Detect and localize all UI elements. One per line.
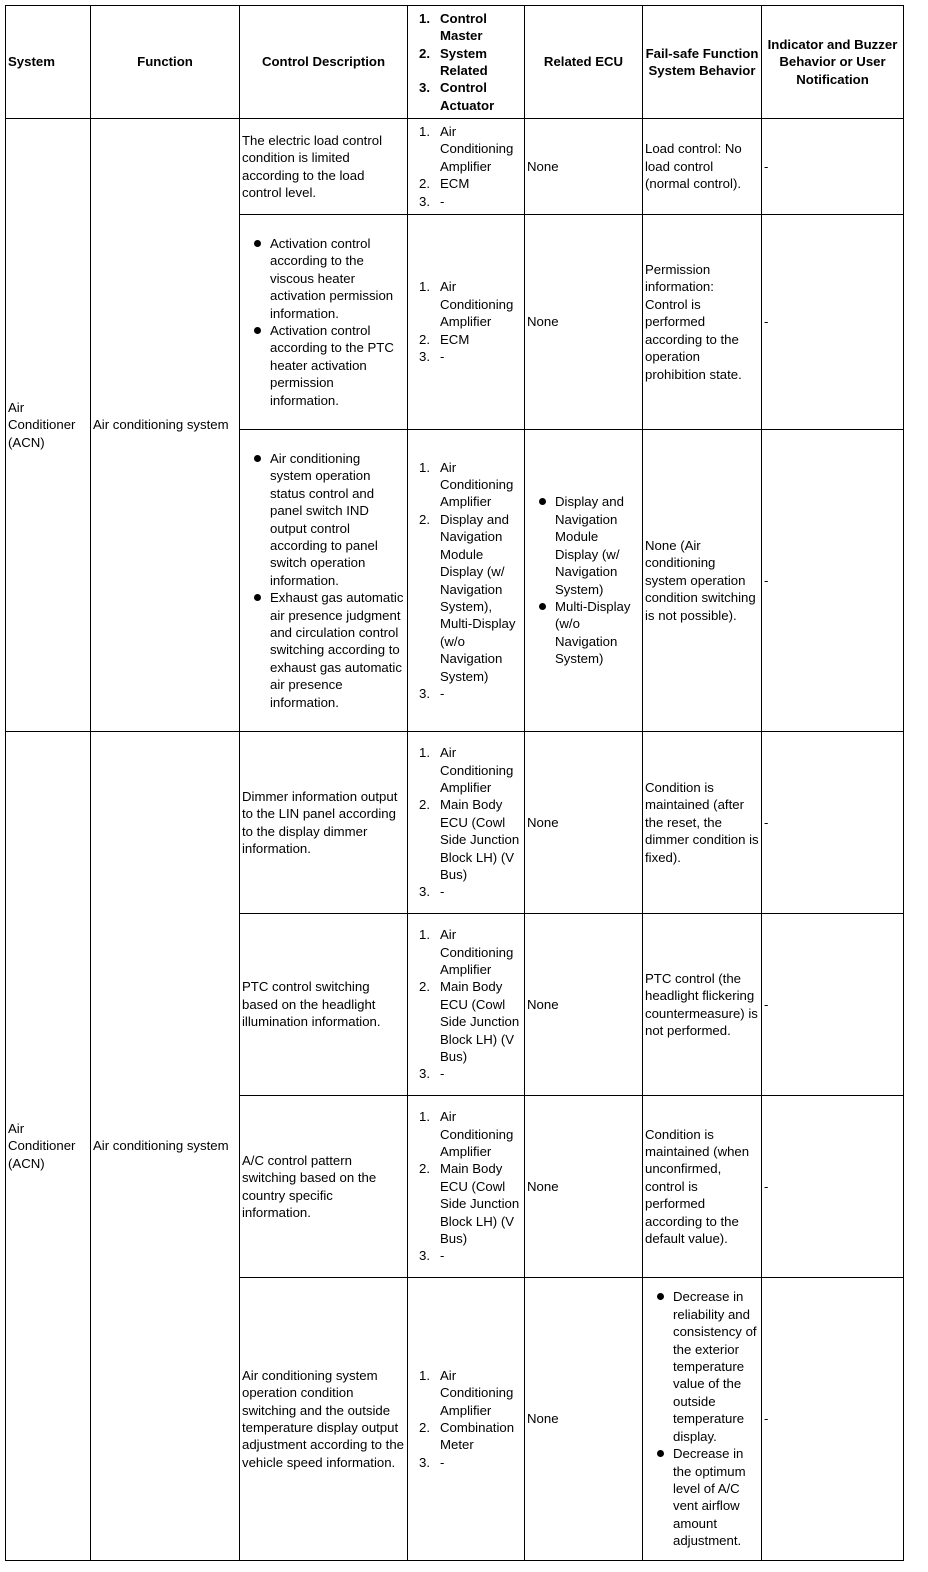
- control-item: ECM: [440, 331, 470, 347]
- function-cell: Air conditioning system: [91, 119, 240, 732]
- header-system: System: [6, 6, 91, 119]
- related-ecu-cell: [525, 430, 643, 732]
- failsafe-bullet: Decrease in reliability and consistency of the exterior temperature value of the outside temperature display.: [673, 1288, 759, 1445]
- description-cell: Air conditioning system operation condition switching and the outside temperature display output adjustment according to the vehicle speed information.: [240, 1278, 408, 1561]
- failsafe-cell: Condition is maintained (when unconfirmed, control is performed according to the default value).: [643, 1096, 762, 1278]
- control-cell: [408, 430, 525, 732]
- related-ecu-cell: None: [525, 914, 643, 1096]
- control-item: Main Body ECU (Cowl Side Junction Block LH) (V Bus): [440, 979, 520, 1065]
- control-item: Air Conditioning Amplifier: [440, 123, 514, 174]
- indicator-cell: -: [762, 430, 904, 732]
- control-cell: [408, 732, 525, 914]
- failsafe-cell: PTC control (the headlight flickering countermeasure) is not performed.: [643, 914, 762, 1096]
- header-failsafe: Fail-safe Function System Behavior: [643, 6, 762, 119]
- header-control-master: Control Master: [440, 10, 487, 44]
- control-item: -: [440, 349, 445, 365]
- control-item: Air Conditioning Amplifier: [440, 1367, 514, 1418]
- control-item: ECM: [440, 176, 470, 192]
- header-control-items: [408, 6, 525, 119]
- function-cell: Air conditioning system: [91, 732, 240, 1561]
- header-system-related: System Related: [440, 45, 488, 78]
- control-cell: [408, 215, 525, 430]
- table-row: [6, 119, 904, 215]
- control-cell: [408, 119, 525, 215]
- system-cell: Air Conditioner (ACN): [6, 119, 91, 732]
- header-control-description: Control Description: [240, 6, 408, 119]
- control-item: Air Conditioning Amplifier: [440, 459, 514, 510]
- header-related-ecu: Related ECU: [525, 6, 643, 119]
- table-row: [6, 732, 904, 914]
- failsafe-cell: [643, 1278, 762, 1561]
- control-item: Display and Navigation Module Display (w/ Navigation System), Multi-Display (w/o Navigation System): [440, 511, 516, 684]
- acn-function-table: [5, 5, 904, 1561]
- description-cell: The electric load control condition is limited according to the load control level.: [240, 119, 408, 215]
- related-ecu-cell: None: [525, 119, 643, 215]
- control-item: Air Conditioning Amplifier: [440, 1109, 514, 1159]
- description-bullet: Air conditioning system operation status control and panel switch IND output control according to panel switch operation information.: [270, 450, 405, 589]
- related-ecu-bullet: Multi-Display (w/o Navigation System): [555, 598, 640, 668]
- control-item: Combination Meter: [440, 1420, 515, 1453]
- failsafe-bullet: Decrease in the optimum level of A/C vent airflow amount adjustment.: [673, 1445, 759, 1549]
- indicator-cell: -: [762, 1278, 904, 1561]
- control-item: Air Conditioning Amplifier: [440, 745, 514, 795]
- control-item: -: [440, 193, 445, 209]
- control-item: -: [440, 685, 445, 701]
- related-ecu-cell: None: [525, 732, 643, 914]
- indicator-cell: -: [762, 914, 904, 1096]
- indicator-cell: -: [762, 215, 904, 430]
- control-item: Air Conditioning Amplifier: [440, 279, 514, 330]
- control-item: -: [440, 1454, 445, 1470]
- description-bullet: Activation control according to the viscous heater activation permission information.: [270, 235, 405, 322]
- control-cell: [408, 914, 525, 1096]
- control-item: Air Conditioning Amplifier: [440, 927, 514, 977]
- control-item: -: [440, 1248, 445, 1264]
- header-function: Function: [91, 6, 240, 119]
- failsafe-cell: Permission information: Control is performed according to the operation prohibition state.: [643, 215, 762, 430]
- indicator-cell: -: [762, 732, 904, 914]
- control-item: Main Body ECU (Cowl Side Junction Block LH) (V Bus): [440, 797, 520, 883]
- related-ecu-cell: None: [525, 1096, 643, 1278]
- header-control-actuator: Control Actuator: [440, 80, 495, 113]
- control-item: -: [440, 1066, 445, 1082]
- header-indicator: Indicator and Buzzer Behavior or User Notification: [762, 6, 904, 119]
- description-cell: PTC control switching based on the headlight illumination information.: [240, 914, 408, 1096]
- indicator-cell: -: [762, 1096, 904, 1278]
- system-cell: Air Conditioner (ACN): [6, 732, 91, 1561]
- description-cell: [240, 215, 408, 430]
- control-cell: [408, 1096, 525, 1278]
- control-cell: [408, 1278, 525, 1561]
- control-item: -: [440, 884, 445, 900]
- related-ecu-cell: None: [525, 1278, 643, 1561]
- description-cell: [240, 430, 408, 732]
- related-ecu-cell: None: [525, 215, 643, 430]
- description-bullet: Activation control according to the PTC heater activation permission information.: [270, 322, 405, 409]
- failsafe-cell: Condition is maintained (after the reset, the dimmer condition is fixed).: [643, 732, 762, 914]
- failsafe-cell: Load control: No load control (normal control).: [643, 119, 762, 215]
- indicator-cell: -: [762, 119, 904, 215]
- description-cell: Dimmer information output to the LIN panel according to the display dimmer information.: [240, 732, 408, 914]
- control-item: Main Body ECU (Cowl Side Junction Block LH) (V Bus): [440, 1161, 520, 1247]
- description-bullet: Exhaust gas automatic air presence judgment and circulation control switching according to exhaust gas automatic air presence information.: [270, 590, 404, 710]
- related-ecu-bullet: Display and Navigation Module Display (w/ Navigation System): [555, 493, 640, 597]
- header-row: [6, 6, 904, 119]
- description-cell: A/C control pattern switching based on the country specific information.: [240, 1096, 408, 1278]
- failsafe-cell: None (Air conditioning system operation condition switching is not possible).: [643, 430, 762, 732]
